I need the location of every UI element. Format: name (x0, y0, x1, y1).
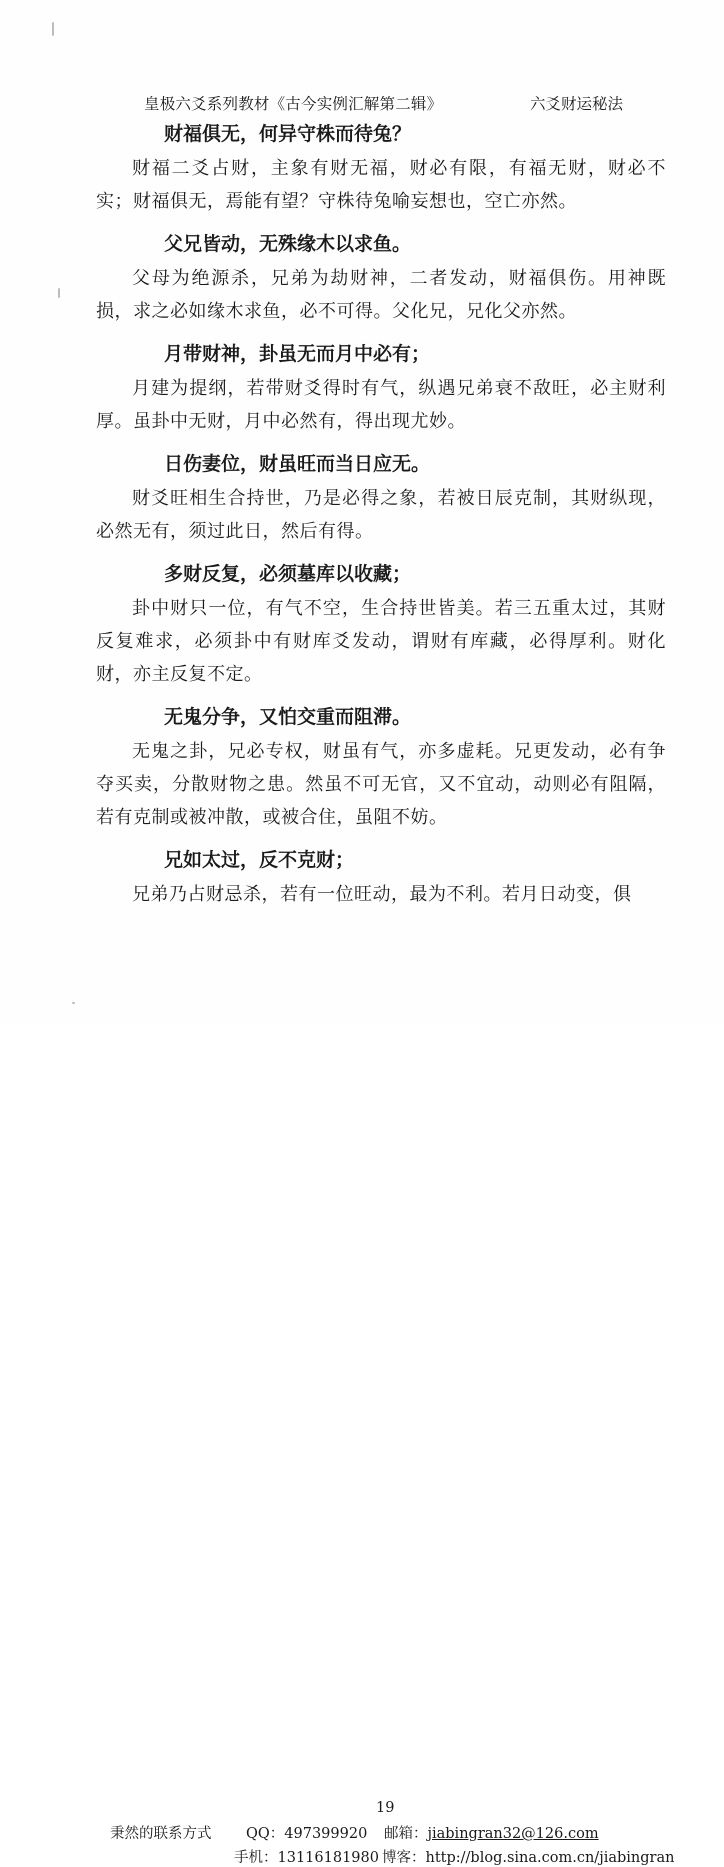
section-heading: 多财反复，必须墓库以收藏； (164, 563, 412, 585)
email-link[interactable]: jiabingran32@126.com (427, 1826, 599, 1842)
scan-speck (72, 1002, 75, 1004)
section-heading: 父兄皆动，无殊缘木以求鱼。 (164, 233, 412, 255)
section-body: 卦中财只一位，有气不空，生合持世皆美。若三五重太过，其财反复难求，必须卦中有财库爻发动，谓财有库藏，必得厚利。财化财，亦主反复不定。 (96, 598, 666, 685)
section-heading: 无鬼分争，又怕交重而阻滞。 (164, 706, 412, 728)
section-body: 兄弟乃占财忌杀，若有一位旺动，最为不利。若月日动变，俱 (132, 884, 632, 905)
section-heading: 兄如太过，反不克财； (164, 849, 355, 871)
section-heading: 日伤妻位，财虽旺而当日应无。 (164, 453, 431, 475)
page-number: 19 (376, 1800, 395, 1816)
section-heading: 财福俱无，何异守株而待兔？ (164, 123, 412, 145)
section-body: 月建为提纲，若带财爻得时有气，纵遇兄弟衰不敌旺，必主财利厚。虽卦中无财，月中必然有，得出现尤妙。 (96, 378, 666, 432)
contact-label: 秉然的联系方式 (110, 1826, 212, 1842)
section-heading: 月带财神，卦虽无而月中必有； (164, 343, 431, 365)
scan-speck (58, 288, 60, 298)
scan-speck (52, 22, 54, 36)
section-body: 财爻旺相生合持世，乃是必得之象，若被日辰克制，其财纵现，必然无有，须过此日，然后有得。 (96, 488, 666, 542)
header-chapter-title: 六爻财运秘法 (530, 95, 624, 113)
section-body: 无鬼之卦，兄必专权，财虽有气，亦多虚耗。兄更发动，必有争夺买卖，分散财物之患。然虽不可无官，又不宜动，动则必有阻隔，若有克制或被冲散，或被合住，虽阻不妨。 (96, 741, 666, 828)
blog-address: 博客：http://blog.sina.com.cn/jiabingran (382, 1850, 675, 1866)
header-book-title: 皇极六爻系列教材《古今实例汇解第二辑》 (144, 95, 443, 113)
section-body: 父母为绝源杀，兄弟为劫财神，二者发动，财福俱伤。用神既损，求之必如缘木求鱼，必不可得。父化兄，兄化父亦然。 (96, 268, 666, 322)
section-body: 财福二爻占财，主象有财无福，财必有限，有福无财，财必不实；财福俱无，焉能有望？守株待兔喻妄想也，空亡亦然。 (96, 158, 666, 212)
phone-number: 手机：13116181980 (234, 1850, 379, 1866)
email-label: 邮箱： (384, 1826, 428, 1842)
email-block (384, 1822, 599, 1843)
page-content (96, 118, 666, 915)
qq-number: QQ：497399920 (246, 1826, 368, 1842)
